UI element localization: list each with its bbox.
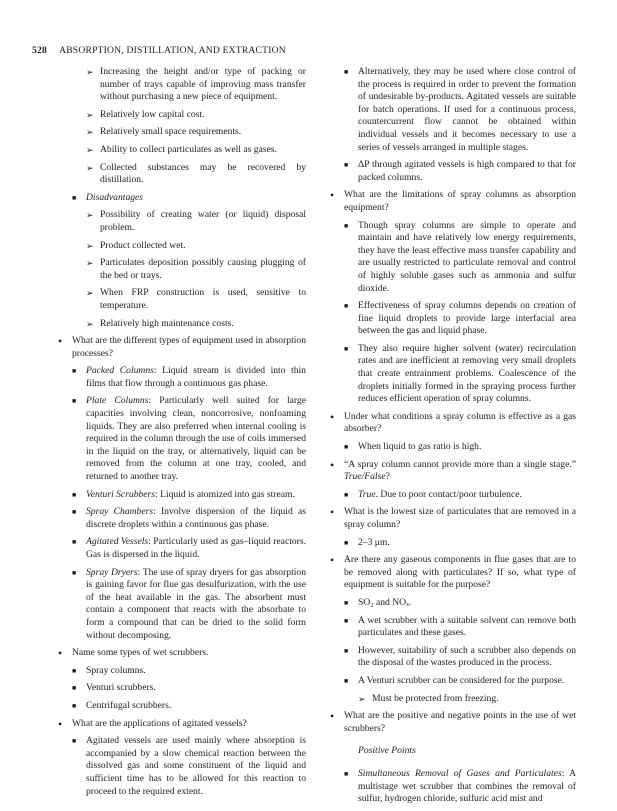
list-item-level-2 [58, 395, 306, 483]
list-item-level-1 [330, 459, 576, 484]
item-text: What are the different types of equipment used in absorption processes? [72, 335, 306, 359]
list-item-level-2 [330, 159, 576, 184]
item-text: SO₂ and NOₓ. [358, 596, 412, 608]
item-text: : The use of spray dryers for gas absorption is gaining favor for flue gas desulfurization, with the use of the heat available in the gas. The absorbent must contain a component that reacts with the absorbate to form a compound that can be dried to the solid form without decomposing. [86, 566, 306, 641]
bullet-dot-icon: • [330, 553, 335, 568]
list-item-level-2 [58, 665, 306, 678]
list-item-level-2 [58, 506, 306, 531]
bullet-arrow-icon: ➢ [86, 288, 94, 299]
item-tail: ? [385, 471, 390, 483]
list-item-level-2 [330, 220, 576, 296]
item-text: : Involve dispersion of the liquid as discrete droplets within a continuous gas phase. [86, 506, 306, 530]
bullet-square-icon: ■ [72, 538, 77, 547]
item-text: : Particularly well suited for large capacities involving clean, noncorrosive, nonfoaming liquids. They are also preferred when internal cooling is required in the column through the use of coils immersed in the liquid on the tray, or alternatively, liquid can be removed from the column at one tray, cooled, and returned to another tray. [86, 395, 306, 483]
italic-tail: True/False [344, 471, 386, 483]
bullet-square-icon: ■ [72, 701, 77, 710]
item-text: : Particularly used as gas–liquid reactors. Gas is dispersed in the liquid. [86, 536, 306, 560]
bullet-square-icon: ■ [344, 490, 349, 499]
italic-lead: Positive Points [358, 745, 416, 757]
bullet-square-icon: ■ [344, 221, 349, 230]
list-item-level-1 [58, 335, 306, 360]
list-item-level-2 [330, 300, 576, 338]
list-item-level-2 [58, 489, 306, 502]
item-text: Name some types of wet scrubbers. [72, 647, 209, 659]
item-text: What is the lowest size of particulates that are removed in a spray column? [344, 506, 576, 530]
italic-lead: Simultaneous Removal of Gases and Particulates [358, 767, 562, 779]
italic-lead: Disadvantages [86, 191, 144, 203]
list-item-level-2 [330, 537, 576, 550]
list-item-level-2 [58, 735, 306, 798]
item-text: Agitated vessels are used mainly where absorption is accompanied by a slow chemical reaction between the dissolved gas and some constituent of the liquid and sufficient time has to be allowed for this reaction to proceed to the required extent. [86, 735, 306, 797]
item-text: Spray columns. [86, 664, 146, 676]
list-item-level-2 [330, 675, 576, 688]
bullet-square-icon: ■ [344, 161, 349, 170]
item-text: : Liquid is atomized into gas stream. [155, 488, 295, 500]
item-text: A Venturi scrubber can be considered for the purpose. [358, 674, 565, 686]
item-text: “A spray column cannot provide more than a single stage.” [344, 458, 576, 470]
list-item-level-3 [58, 240, 306, 253]
bullet-dot-icon: • [58, 334, 63, 349]
list-item-level-2 [330, 66, 576, 154]
italic-lead: Packed Columns [86, 365, 154, 377]
section-heading [330, 745, 576, 758]
item-text: Relatively low capital cost. [100, 108, 205, 120]
bullet-square-icon: ■ [344, 769, 349, 778]
bullet-square-icon: ■ [72, 367, 77, 376]
list-item-level-2 [330, 645, 576, 670]
bullet-square-icon: ■ [72, 490, 77, 499]
item-text: Venturi scrubbers. [86, 682, 156, 694]
item-text: When FRP construction is used, sensitive to temperature. [100, 287, 306, 311]
list-item-level-2 [58, 682, 306, 695]
item-text: When liquid to gas ratio is high. [358, 441, 482, 453]
item-text: However, suitability of such a scrubber also depends on the disposal of the wastes produced in the process. [358, 644, 576, 669]
list-item-level-3 [58, 287, 306, 312]
item-text: Product collected wet. [100, 239, 186, 251]
bullet-dot-icon: • [58, 646, 63, 661]
list-item-level-2 [330, 768, 576, 806]
bullet-arrow-icon: ➢ [86, 240, 94, 251]
item-text: Relatively high maintenance costs. [100, 317, 234, 329]
bullet-square-icon: ■ [72, 397, 77, 406]
bullet-square-icon: ■ [344, 676, 349, 685]
list-item-level-1 [58, 718, 306, 731]
item-text: 2–3 μm. [358, 536, 390, 548]
bullet-square-icon: ■ [344, 302, 349, 311]
list-item-level-2 [330, 489, 576, 502]
item-text: A wet scrubber with a suitable solvent can remove both particulates and these gases. [358, 614, 576, 639]
list-item-level-2 [330, 343, 576, 406]
left-column [58, 66, 306, 803]
list-item-level-3 [58, 126, 306, 139]
list-item-level-3 [58, 162, 306, 187]
bullet-square-icon: ■ [344, 443, 349, 452]
bullet-square-icon: ■ [72, 684, 77, 693]
list-item-level-1 [330, 189, 576, 214]
list-item-level-1 [330, 506, 576, 531]
item-text: Possibility of creating water (or liquid) disposal problem. [100, 209, 306, 233]
list-item-level-2 [330, 615, 576, 640]
list-item-level-1 [330, 411, 576, 436]
item-text: What are the positive and negative points in the use of wet scrubbers? [344, 710, 576, 734]
bullet-square-icon: ■ [72, 737, 77, 746]
list-item-level-2 [58, 365, 306, 390]
bullet-square-icon: ■ [344, 68, 349, 76]
bullet-dot-icon: • [58, 716, 63, 731]
bullet-arrow-icon: ➢ [86, 144, 94, 155]
list-item-level-3 [58, 66, 306, 104]
list-item-level-2 [58, 192, 306, 205]
item-text: What are the applications of agitated vessels? [72, 717, 247, 729]
bullet-square-icon: ■ [344, 646, 349, 655]
page-number: 528 [32, 45, 47, 56]
italic-lead: Spray Chambers [86, 506, 154, 518]
list-item-level-3 [58, 109, 306, 122]
list-item-level-2 [58, 567, 306, 643]
item-text: : A multistage wet scrubber that combines the removal of sulfur, hydrogen chloride, sulfuric acid mist and [358, 767, 576, 805]
item-text: . Due to poor contact/poor turbulence. [375, 488, 522, 500]
bullet-arrow-icon: ➢ [86, 109, 94, 120]
bullet-arrow-icon: ➢ [86, 127, 94, 138]
italic-lead: Agitated Vessels [86, 536, 149, 548]
list-item-level-3 [330, 693, 576, 706]
list-item-level-3 [58, 209, 306, 234]
italic-lead: Venturi Scrubbers [86, 488, 156, 500]
italic-lead: True [358, 488, 376, 500]
bullet-arrow-icon: ➢ [86, 318, 94, 329]
bullet-arrow-icon: ➢ [358, 693, 366, 704]
bullet-arrow-icon: ➢ [86, 210, 94, 221]
item-text: Particulates deposition possibly causing plugging of the bed or trays. [100, 257, 306, 281]
bullet-dot-icon: • [330, 409, 335, 424]
bullet-square-icon: ■ [344, 598, 349, 607]
list-item-level-1 [330, 554, 576, 592]
bullet-square-icon: ■ [72, 193, 77, 202]
bullet-square-icon: ■ [344, 538, 349, 547]
list-item-level-3 [58, 257, 306, 282]
item-text: Effectiveness of spray columns depends on creation of fine liquid droplets to provide large interfacial area between the gas and liquid phase. [358, 300, 576, 337]
list-item-level-3 [58, 144, 306, 157]
bullet-dot-icon: • [330, 188, 335, 203]
list-item-level-1 [330, 710, 576, 735]
italic-lead: Plate Columns [86, 395, 149, 407]
item-text: Collected substances may be recovered by distillation. [100, 161, 306, 186]
item-text: Relatively small space requirements. [100, 126, 242, 138]
italic-lead: Spray Dryers [86, 566, 138, 578]
running-title: ABSORPTION, DISTILLATION, AND EXTRACTION [59, 45, 286, 56]
item-text: ΔP through agitated vessels is high compared to that for packed columns. [358, 159, 576, 183]
bullet-arrow-icon: ➢ [86, 162, 94, 173]
right-column [330, 66, 576, 811]
item-text: : Liquid stream is divided into thin films that flow through a continuous gas phase. [86, 365, 306, 389]
bullet-dot-icon: • [330, 709, 335, 724]
running-header [32, 45, 286, 56]
bullet-dot-icon: • [330, 457, 335, 472]
list-item-level-2 [58, 700, 306, 713]
bullet-square-icon: ■ [72, 666, 77, 675]
item-text: They also require higher solvent (water) recirculation rates and are inefficient at removing very small droplets that create entrainment problems. Coalescence of the droplets initially formed in the spraying process further reduces efficient operation of spray columns. [358, 342, 576, 405]
item-text: Alternatively, they may be used where close control of the process is required in order to prevent the formation of undesirable by-products. Agitated vessels are suitable for batch operations. If used for a continuous process, countercurrent flow cannot be obtained within individual vessels and it becomes necessary to use a series of vessels arranged in multiple stages. [358, 66, 576, 153]
bullet-arrow-icon: ➢ [86, 67, 94, 77]
item-text: What are the limitations of spray columns as absorption equipment? [344, 189, 576, 213]
item-text: Though spray columns are simple to operate and maintain and have relatively low energy requirements, they have the least effective mass transfer capability and are usually restricted to particulate removal and control of highly soluble gases such as ammonia and sulfur dioxide. [358, 219, 576, 294]
list-item-level-1 [58, 647, 306, 660]
bullet-square-icon: ■ [72, 568, 77, 577]
item-text: Must be protected from freezing. [372, 692, 499, 704]
bullet-square-icon: ■ [344, 616, 349, 625]
bullet-square-icon: ■ [344, 344, 349, 353]
bullet-arrow-icon: ➢ [86, 258, 94, 269]
item-text: Ability to collect particulates as well as gases. [100, 143, 277, 155]
bullet-dot-icon: • [330, 505, 335, 520]
item-text: Are there any gaseous components in flue gases that are to be removed along with particulates? If so, what type of equipment is suitable for the purpose? [344, 554, 576, 591]
list-item-level-2 [58, 536, 306, 561]
list-item-level-2 [330, 597, 576, 610]
list-item-level-2 [330, 441, 576, 454]
bullet-square-icon: ■ [72, 508, 77, 517]
item-text: Increasing the height and/or type of packing or number of trays capable of improving mass transfer without purchasing a new piece of equipment. [100, 66, 306, 103]
item-text: Under what conditions a spray column is effective as a gas absorber? [344, 410, 576, 435]
list-item-level-3 [58, 318, 306, 331]
item-text: Centrifugal scrubbers. [86, 699, 172, 711]
